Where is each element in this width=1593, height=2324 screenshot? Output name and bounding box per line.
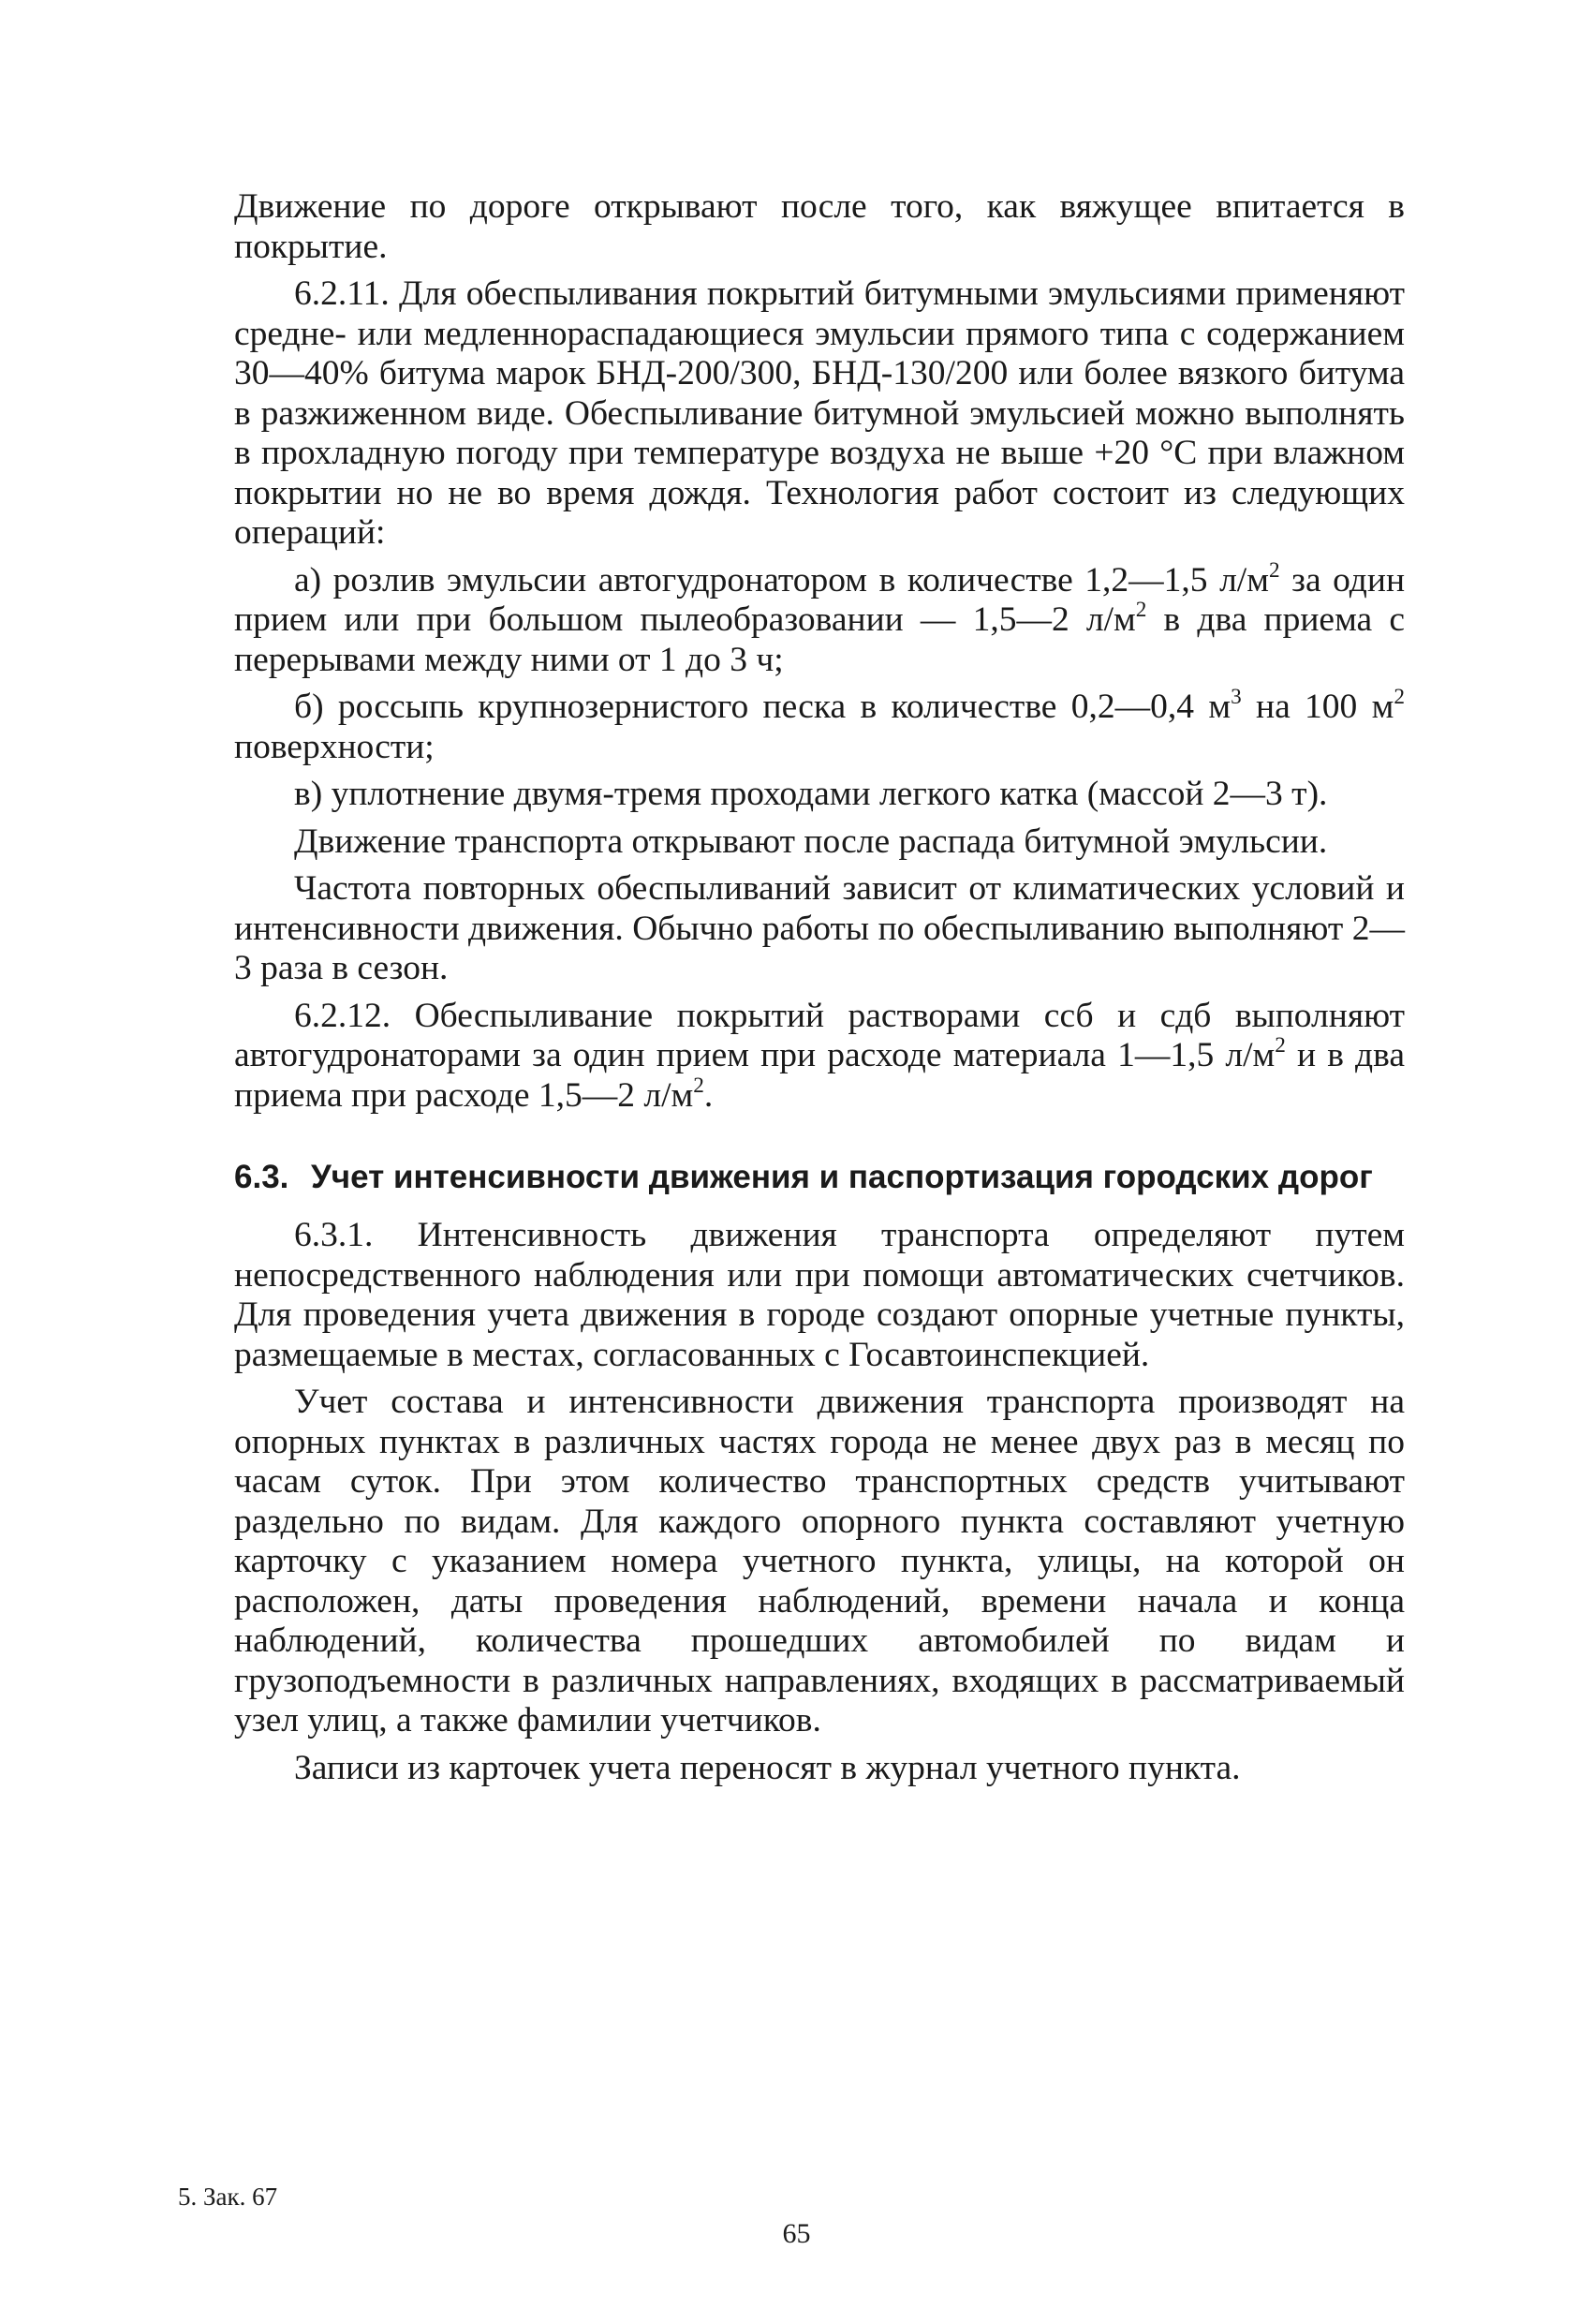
page-body — [234, 187, 1405, 1788]
page-number: 65 — [782, 2218, 811, 2249]
text-run: и в два приема при расходе 1,5—2 л/м — [234, 1036, 1405, 1115]
paragraph: Записи из карточек учета переносят в журнал учетного пункта. — [294, 1748, 1241, 1787]
paragraph: Движение транспорта открывают после распада битумной эмульсии. — [294, 822, 1328, 861]
superscript: 2 — [1135, 597, 1147, 622]
paragraph: Частота повторных обеспыливаний зависит от климатических условий и интенсивности движения. Обычно работы по обеспыливанию выполняют 2—3 раза в сезон. — [234, 869, 1405, 987]
text-run: за один прием или при большом пылеобразовании — 1,5—2 л/м — [234, 560, 1406, 639]
text-run: 6.2.12. Обеспыливание покрытий растворами ссб и сдб выполняют автогудронаторами за один прием при расходе материала 1—1,5 л/м — [234, 996, 1405, 1074]
text-run: а) розлив эмульсии автогудронатором в количестве 1,2—1,5 л/м — [294, 560, 1269, 600]
text-run: поверхности; — [234, 727, 435, 766]
paragraph: 6.3.1. Интенсивность движения транспорта определяют путем непосредственного наблюдения или при помощи автоматических счетчиков. Для проведения учета движения в городе создают опорные учетные пункты, размещаемые в местах, согласованных с Госавтоинспекцией. — [234, 1216, 1405, 1374]
superscript: 2 — [1275, 1032, 1286, 1058]
superscript: 3 — [1231, 684, 1242, 709]
paragraph: в) уплотнение двумя-тремя проходами легкого катка (массой 2—3 т). — [294, 775, 1328, 813]
text-run: б) россыпь крупнозернистого песка в количестве 0,2—0,4 м — [294, 688, 1232, 726]
superscript: 2 — [1394, 684, 1405, 709]
superscript: 2 — [1268, 557, 1280, 583]
paragraph: Движение по дороге открывают после того, как вяжущее впитается в покрытие. — [234, 187, 1405, 266]
section-title: Учет интенсивности движения и паспортизация городских дорог — [311, 1159, 1373, 1195]
text-run: . — [703, 1075, 714, 1115]
paragraph — [234, 997, 1405, 1117]
paragraph — [234, 557, 1406, 681]
paragraph — [234, 684, 1405, 767]
section-number: 6.3. — [234, 1159, 289, 1195]
text-run: в два приема с перерывами между ними от 1 до 3 ч; — [234, 600, 1406, 679]
section-heading — [234, 1157, 1405, 1197]
paragraph: 6.2.11. Для обеспыливания покрытий битумными эмульсиями применяют средне- или медленнораспадающиеся эмульсии прямого типа с содержанием 30—40% битума марок БНД-200/300, БНД-130/200 или более вязкого битума в разжиженном виде. Обеспыливание битумной эмульсией можно выполнять в прохладную погоду при температуре воздуха не выше +20 °С при влажном покрытии но не во время дождя. Технология работ состоит из следующих операций: — [234, 274, 1405, 552]
text-run: на 100 м — [1241, 688, 1394, 726]
paragraph: Учет состава и интенсивности движения транспорта производят на опорных пунктах в различных частях города не менее двух раз в месяц по часам суток. При этом количество транспортных средств учитывают раздельно по видам. Для каждого опорного пункта составляют учетную карточку с указанием номера учетного пункта, улицы, на которой он расположен, даты проведения наблюдений, времени начала и конца наблюдений, количества прошедших автомобилей по видам и грузоподъемности в различных направлениях, входящих в рассматриваемый узел улиц, а также фамилии учетчиков. — [234, 1383, 1405, 1739]
superscript: 2 — [693, 1073, 704, 1098]
printing-note: 5. Зак. 67 — [178, 2183, 278, 2211]
